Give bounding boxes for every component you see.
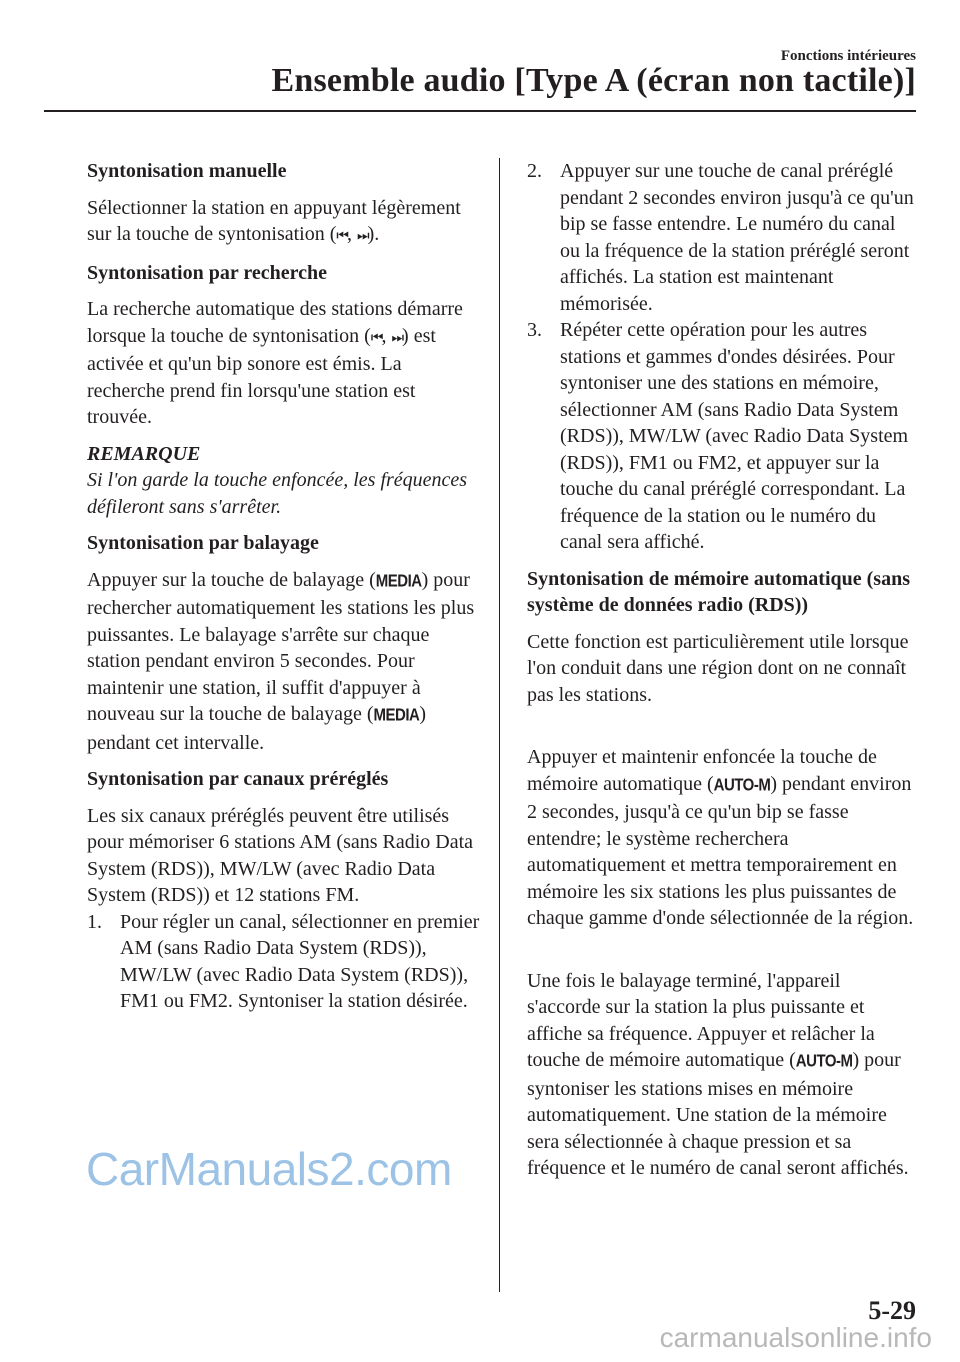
preset-steps-continued bbox=[527, 158, 919, 556]
watermark-bottom: carmanualsonline.info bbox=[659, 1322, 932, 1353]
auto-m-key-icon: AUTO-M bbox=[795, 1051, 853, 1072]
scan-tuning-heading: Syntonisation par balayage bbox=[87, 532, 319, 554]
page-number: 5-29 bbox=[868, 1296, 916, 1325]
page-title: Ensemble audio [Type A (écran non tactile)] bbox=[271, 62, 916, 99]
seek-up-icon: ⏭ bbox=[357, 228, 368, 244]
watermark-left: CarManuals2.com bbox=[86, 1143, 452, 1195]
left-column bbox=[87, 158, 482, 1025]
column-divider bbox=[499, 158, 500, 1292]
seek-down-icon: ⏮ bbox=[370, 329, 382, 346]
preset-tuning-heading: Syntonisation par canaux préréglés bbox=[87, 768, 389, 790]
note-heading: REMARQUE bbox=[87, 442, 201, 465]
note-text: Si l'on garde la touche enfoncée, les fréquences défileront sans s'arrêter. bbox=[87, 469, 468, 518]
media-key-icon: MEDIA bbox=[375, 571, 422, 591]
seek-tuning-text: La recherche automatique des stations démarre lorsque la touche de syntonisation (⏮, ⏭) est activée et qu'un bip sonore est émis. La recherche prend fin lorsqu'une station est trouvée. bbox=[87, 298, 463, 428]
auto-memory-result: Une fois le balayage terminé, l'appareil s'accorde sur la station la plus puissante et affiche sa fréquence. Appuyer et relâcher la touche de mémoire automatique (AUTO-M) pour syntoniser les stations mises en mémoire automatiquement. Une station de la mémoire sera sélectionnée à chaque pression et sa fréquence et le numéro de canal seront affichés. bbox=[527, 969, 909, 1179]
auto-memory-intro: Cette fonction est particulièrement utile lorsque l'on conduit dans une région dont on ne connaît pas les stations. bbox=[527, 630, 909, 706]
auto-memory-text: Appuyer et maintenir enfoncée la touche de mémoire automatique (AUTO-M) pendant environ 2 secondes, jusqu'à ce qu'un bip se fasse entendre; le système recherchera automatiquement et mettra temporairement en mémoire les six stations les plus puissantes de chaque gamme d'onde sélectionnée de la région. bbox=[527, 746, 914, 929]
seek-tuning-heading: Syntonisation par recherche bbox=[87, 261, 328, 284]
auto-m-key-icon: AUTO-M bbox=[713, 775, 771, 795]
preset-tuning-text: Les six canaux préréglés peuvent être utilisés pour mémoriser 6 stations AM (sans Radio Data System (RDS)), MW/LW (avec Radio Data System (RDS)) et 12 stations FM. bbox=[87, 804, 474, 906]
preset-steps bbox=[87, 909, 482, 1015]
right-column bbox=[527, 158, 919, 1192]
auto-memory-heading: Syntonisation de mémoire automatique (sans système de données radio (RDS)) bbox=[527, 567, 910, 616]
list-item: 3. Répéter cette opération pour les autres stations et gammes d'ondes désirées. Pour syntoniser une des stations en mémoire, sélectionner AM (sans Radio Data System (RDS)), MW/LW (avec Radio Data System (RDS)), FM1 ou FM2, et appuyer sur la touche du canal préréglé correspondant. La fréquence de la station ou le numéro du canal sera affiché. bbox=[527, 319, 909, 553]
section-label: Fonctions intérieures bbox=[780, 48, 916, 64]
header-divider bbox=[44, 110, 916, 112]
manual-tuning-text: Sélectionner la station en appuyant légèrement sur la touche de syntonisation (⏮, ⏭). bbox=[87, 195, 482, 250]
scan-tuning-text: Appuyer sur la touche de balayage (MEDIA) pour rechercher automatiquement les stations les plus puissantes. Le balayage s'arrête sur chaque station pendant environ 5 secondes. Pour maintenir une station, il suffit d'appuyer à nouveau sur la touche de balayage (MEDIA) pendant cet intervalle. bbox=[87, 568, 475, 754]
seek-up-icon: ⏭ bbox=[391, 329, 403, 346]
list-item: 2. Appuyer sur une touche de canal préréglé pendant 2 secondes environ jusqu'à ce qu'un bip se fasse entendre. Le numéro du canal ou la fréquence de la station préréglé seront affichés. La station est maintenant mémorisée. bbox=[527, 160, 914, 315]
media-key-icon: MEDIA bbox=[373, 705, 420, 726]
manual-tuning-heading: Syntonisation manuelle bbox=[87, 160, 287, 182]
list-item: 1. Pour régler un canal, sélectionner en premier AM (sans Radio Data System (RDS)), MW/LW (avec Radio Data System (RDS)), FM1 ou FM2. Syntoniser la station désirée. bbox=[87, 910, 480, 1012]
seek-down-icon: ⏮ bbox=[336, 228, 348, 244]
